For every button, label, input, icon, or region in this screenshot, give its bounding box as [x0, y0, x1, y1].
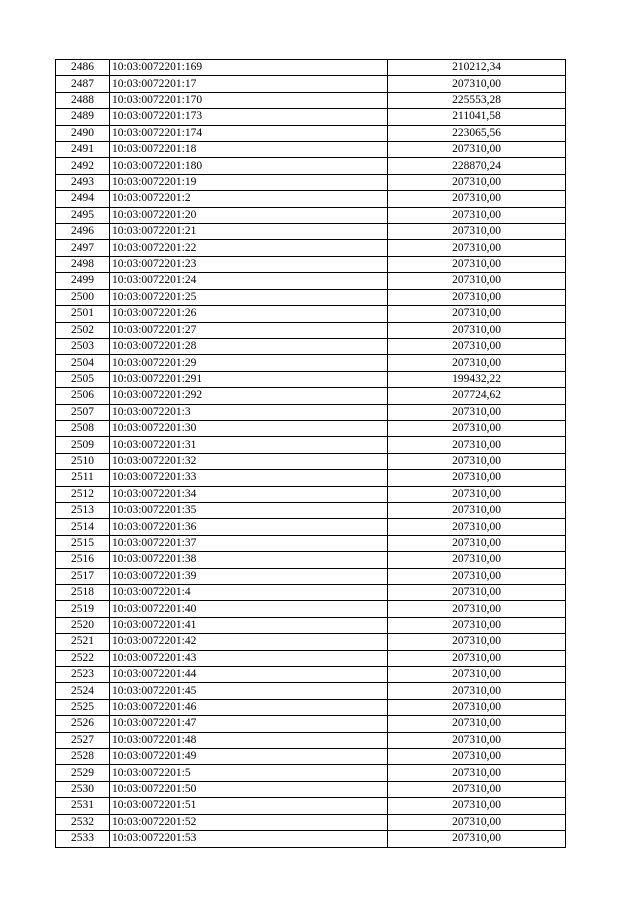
value-cell: 228870,24 [388, 158, 566, 174]
value-cell: 207310,00 [388, 716, 566, 732]
table-row [56, 601, 566, 617]
cadastral-number-cell: 10:03:0072201:42 [110, 634, 388, 650]
cadastral-number-cell: 10:03:0072201:32 [110, 453, 388, 469]
table-row [56, 322, 566, 338]
cadastral-number-cell: 10:03:0072201:41 [110, 617, 388, 633]
table-row [56, 371, 566, 387]
row-number-cell: 2498 [56, 256, 110, 272]
value-cell: 207310,00 [388, 404, 566, 420]
value-cell: 207310,00 [388, 732, 566, 748]
row-number-cell: 2491 [56, 142, 110, 158]
table-row [56, 732, 566, 748]
table-row [56, 765, 566, 781]
cadastral-number-cell: 10:03:0072201:46 [110, 699, 388, 715]
row-number-cell: 2519 [56, 601, 110, 617]
cadastral-number-cell: 10:03:0072201:40 [110, 601, 388, 617]
value-cell: 207310,00 [388, 486, 566, 502]
table-row [56, 535, 566, 551]
cadastral-number-cell: 10:03:0072201:43 [110, 650, 388, 666]
value-cell: 207310,00 [388, 207, 566, 223]
cadastral-number-cell: 10:03:0072201:4 [110, 585, 388, 601]
row-number-cell: 2488 [56, 92, 110, 108]
value-cell: 207310,00 [388, 453, 566, 469]
value-cell: 207310,00 [388, 76, 566, 92]
cadastral-number-cell: 10:03:0072201:5 [110, 765, 388, 781]
row-number-cell: 2496 [56, 224, 110, 240]
cadastral-number-cell: 10:03:0072201:47 [110, 716, 388, 732]
table-row [56, 470, 566, 486]
cadastral-number-cell: 10:03:0072201:22 [110, 240, 388, 256]
table-row [56, 240, 566, 256]
table-row [56, 437, 566, 453]
row-number-cell: 2489 [56, 109, 110, 125]
value-cell: 223065,56 [388, 125, 566, 141]
row-number-cell: 2526 [56, 716, 110, 732]
cadastral-number-cell: 10:03:0072201:30 [110, 420, 388, 436]
value-cell: 207310,00 [388, 634, 566, 650]
value-cell: 207310,00 [388, 355, 566, 371]
cadastral-number-cell: 10:03:0072201:53 [110, 831, 388, 847]
cadastral-number-cell: 10:03:0072201:33 [110, 470, 388, 486]
cadastral-number-cell: 10:03:0072201:48 [110, 732, 388, 748]
value-cell: 207310,00 [388, 240, 566, 256]
table-row [56, 519, 566, 535]
table-row [56, 109, 566, 125]
table-row [56, 92, 566, 108]
cadastral-number-cell: 10:03:0072201:51 [110, 798, 388, 814]
cadastral-number-cell: 10:03:0072201:29 [110, 355, 388, 371]
row-number-cell: 2494 [56, 191, 110, 207]
row-number-cell: 2497 [56, 240, 110, 256]
cadastral-number-cell: 10:03:0072201:291 [110, 371, 388, 387]
value-cell: 207310,00 [388, 519, 566, 535]
table-row [56, 749, 566, 765]
cadastral-number-cell: 10:03:0072201:17 [110, 76, 388, 92]
table-row [56, 207, 566, 223]
table-row [56, 388, 566, 404]
row-number-cell: 2509 [56, 437, 110, 453]
row-number-cell: 2503 [56, 338, 110, 354]
cadastral-number-cell: 10:03:0072201:31 [110, 437, 388, 453]
cadastral-number-cell: 10:03:0072201:27 [110, 322, 388, 338]
table-row [56, 585, 566, 601]
row-number-cell: 2492 [56, 158, 110, 174]
cadastral-number-cell: 10:03:0072201:38 [110, 552, 388, 568]
value-cell: 207310,00 [388, 338, 566, 354]
cadastral-number-cell: 10:03:0072201:28 [110, 338, 388, 354]
value-cell: 207310,00 [388, 683, 566, 699]
value-cell: 207310,00 [388, 749, 566, 765]
table-row [56, 191, 566, 207]
value-cell: 207310,00 [388, 273, 566, 289]
value-cell: 207310,00 [388, 568, 566, 584]
value-cell: 207310,00 [388, 470, 566, 486]
row-number-cell: 2499 [56, 273, 110, 289]
cadastral-number-cell: 10:03:0072201:18 [110, 142, 388, 158]
row-number-cell: 2512 [56, 486, 110, 502]
value-cell: 207310,00 [388, 256, 566, 272]
row-number-cell: 2505 [56, 371, 110, 387]
table-row [56, 355, 566, 371]
value-cell: 207724,62 [388, 388, 566, 404]
row-number-cell: 2531 [56, 798, 110, 814]
table-row [56, 174, 566, 190]
table-row [56, 617, 566, 633]
table-row [56, 224, 566, 240]
cadastral-number-cell: 10:03:0072201:26 [110, 306, 388, 322]
row-number-cell: 2506 [56, 388, 110, 404]
table-row [56, 699, 566, 715]
cadastral-number-cell: 10:03:0072201:24 [110, 273, 388, 289]
cadastral-number-cell: 10:03:0072201:173 [110, 109, 388, 125]
value-cell: 207310,00 [388, 437, 566, 453]
row-number-cell: 2522 [56, 650, 110, 666]
table-row [56, 289, 566, 305]
cadastral-number-cell: 10:03:0072201:170 [110, 92, 388, 108]
value-cell: 207310,00 [388, 601, 566, 617]
table-row [56, 814, 566, 830]
row-number-cell: 2527 [56, 732, 110, 748]
value-cell: 211041,58 [388, 109, 566, 125]
row-number-cell: 2525 [56, 699, 110, 715]
row-number-cell: 2513 [56, 502, 110, 518]
cadastral-number-cell: 10:03:0072201:52 [110, 814, 388, 830]
cadastral-number-cell: 10:03:0072201:34 [110, 486, 388, 502]
value-cell: 207310,00 [388, 289, 566, 305]
value-cell: 207310,00 [388, 667, 566, 683]
value-cell: 207310,00 [388, 765, 566, 781]
table-row [56, 781, 566, 797]
cadastral-number-cell: 10:03:0072201:49 [110, 749, 388, 765]
row-number-cell: 2523 [56, 667, 110, 683]
table-row [56, 798, 566, 814]
table-row [56, 634, 566, 650]
value-cell: 207310,00 [388, 781, 566, 797]
table-row [56, 552, 566, 568]
row-number-cell: 2530 [56, 781, 110, 797]
cadastral-number-cell: 10:03:0072201:19 [110, 174, 388, 190]
value-cell: 207310,00 [388, 535, 566, 551]
table-body [56, 60, 566, 848]
cadastral-number-cell: 10:03:0072201:23 [110, 256, 388, 272]
table-row [56, 667, 566, 683]
row-number-cell: 2517 [56, 568, 110, 584]
row-number-cell: 2501 [56, 306, 110, 322]
cadastral-number-cell: 10:03:0072201:21 [110, 224, 388, 240]
cadastral-number-cell: 10:03:0072201:292 [110, 388, 388, 404]
table-row [56, 453, 566, 469]
row-number-cell: 2493 [56, 174, 110, 190]
table-row [56, 273, 566, 289]
row-number-cell: 2521 [56, 634, 110, 650]
cadastral-number-cell: 10:03:0072201:174 [110, 125, 388, 141]
cadastral-number-cell: 10:03:0072201:3 [110, 404, 388, 420]
cadastral-number-cell: 10:03:0072201:25 [110, 289, 388, 305]
row-number-cell: 2500 [56, 289, 110, 305]
table-row [56, 60, 566, 76]
table-row [56, 716, 566, 732]
cadastral-number-cell: 10:03:0072201:35 [110, 502, 388, 518]
row-number-cell: 2528 [56, 749, 110, 765]
value-cell: 207310,00 [388, 306, 566, 322]
table-row [56, 306, 566, 322]
value-cell: 207310,00 [388, 142, 566, 158]
value-cell: 207310,00 [388, 420, 566, 436]
table-row [56, 420, 566, 436]
cadastral-number-cell: 10:03:0072201:50 [110, 781, 388, 797]
row-number-cell: 2520 [56, 617, 110, 633]
value-cell: 207310,00 [388, 814, 566, 830]
cadastral-number-cell: 10:03:0072201:2 [110, 191, 388, 207]
table-row [56, 831, 566, 847]
row-number-cell: 2529 [56, 765, 110, 781]
cadastral-number-cell: 10:03:0072201:20 [110, 207, 388, 223]
value-cell: 207310,00 [388, 502, 566, 518]
value-cell: 207310,00 [388, 191, 566, 207]
table-row [56, 338, 566, 354]
cadastral-number-cell: 10:03:0072201:39 [110, 568, 388, 584]
cadastral-number-cell: 10:03:0072201:45 [110, 683, 388, 699]
table-row [56, 502, 566, 518]
row-number-cell: 2532 [56, 814, 110, 830]
row-number-cell: 2514 [56, 519, 110, 535]
row-number-cell: 2507 [56, 404, 110, 420]
row-number-cell: 2511 [56, 470, 110, 486]
table-row [56, 650, 566, 666]
row-number-cell: 2524 [56, 683, 110, 699]
table-row [56, 125, 566, 141]
value-cell: 207310,00 [388, 552, 566, 568]
cadastral-number-cell: 10:03:0072201:44 [110, 667, 388, 683]
value-cell: 207310,00 [388, 617, 566, 633]
row-number-cell: 2486 [56, 60, 110, 76]
table-row [56, 568, 566, 584]
row-number-cell: 2533 [56, 831, 110, 847]
row-number-cell: 2516 [56, 552, 110, 568]
row-number-cell: 2504 [56, 355, 110, 371]
table-row [56, 683, 566, 699]
cadastral-number-cell: 10:03:0072201:37 [110, 535, 388, 551]
value-cell: 207310,00 [388, 322, 566, 338]
row-number-cell: 2515 [56, 535, 110, 551]
value-cell: 207310,00 [388, 174, 566, 190]
row-number-cell: 2487 [56, 76, 110, 92]
table-row [56, 142, 566, 158]
row-number-cell: 2490 [56, 125, 110, 141]
value-cell: 207310,00 [388, 224, 566, 240]
row-number-cell: 2502 [56, 322, 110, 338]
row-number-cell: 2510 [56, 453, 110, 469]
value-cell: 225553,28 [388, 92, 566, 108]
value-cell: 207310,00 [388, 699, 566, 715]
value-cell: 207310,00 [388, 650, 566, 666]
cadastral-value-table [55, 59, 566, 848]
table-row [56, 76, 566, 92]
table-row [56, 404, 566, 420]
row-number-cell: 2495 [56, 207, 110, 223]
cadastral-number-cell: 10:03:0072201:169 [110, 60, 388, 76]
table-row [56, 486, 566, 502]
value-cell: 199432,22 [388, 371, 566, 387]
value-cell: 210212,34 [388, 60, 566, 76]
value-cell: 207310,00 [388, 831, 566, 847]
value-cell: 207310,00 [388, 585, 566, 601]
cadastral-number-cell: 10:03:0072201:36 [110, 519, 388, 535]
row-number-cell: 2508 [56, 420, 110, 436]
table-row [56, 158, 566, 174]
cadastral-number-cell: 10:03:0072201:180 [110, 158, 388, 174]
value-cell: 207310,00 [388, 798, 566, 814]
table-row [56, 256, 566, 272]
row-number-cell: 2518 [56, 585, 110, 601]
